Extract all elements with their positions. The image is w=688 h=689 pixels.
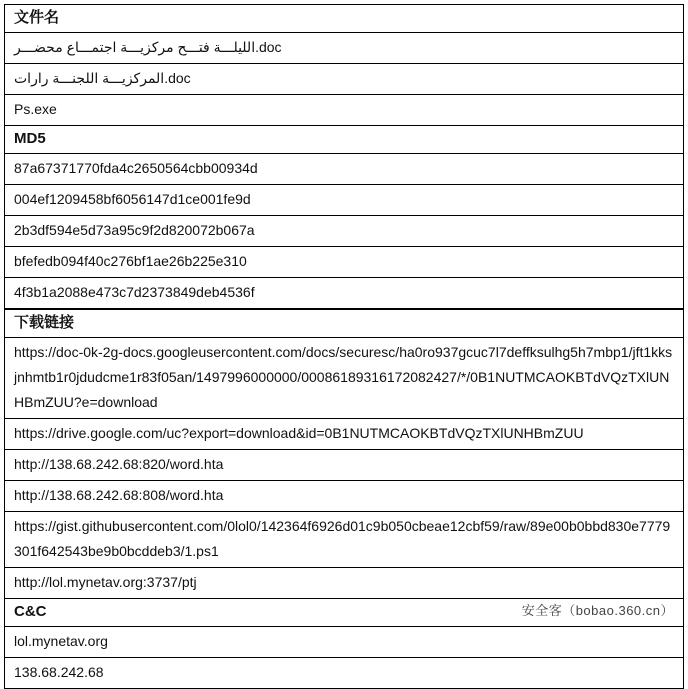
cnc-cell: lol.mynetav.org — [5, 627, 684, 658]
table-row — [5, 568, 684, 599]
section-header-md5: MD5 — [5, 126, 684, 154]
table-row — [5, 64, 684, 95]
cnc-cell: 138.68.242.68 — [5, 658, 684, 689]
table-row — [5, 216, 684, 247]
table-row — [5, 658, 684, 689]
md5-cell: 4f3b1a2088e473c7d2373849deb4536f — [5, 278, 684, 310]
ioc-table — [4, 4, 684, 689]
filename-cell: المرکزیـــة اللجنـــة رارات.doc — [5, 64, 684, 95]
table-row — [5, 154, 684, 185]
section-header-row — [5, 309, 684, 338]
watermark: 安全客（bobao.360.cn） — [521, 603, 674, 618]
table-row — [5, 627, 684, 658]
url-cell: https://gist.githubusercontent.com/0lol0/142364f6926d01c9b050cbeae12cbf59/raw/89e00b0bbd830e7779301f642543be9b0bcddeb3/1.ps1 — [5, 512, 684, 568]
section-header-row — [5, 5, 684, 33]
table-row — [5, 33, 684, 64]
table-row — [5, 185, 684, 216]
table-row — [5, 278, 684, 310]
filename-cell: اللیلـــة فتـــح مرکزیـــة اجتمـــاع محضـــر.doc — [5, 33, 684, 64]
md5-cell: 004ef1209458bf6056147d1ce001fe9d — [5, 185, 684, 216]
url-cell: https://doc-0k-2g-docs.googleusercontent.com/docs/securesc/ha0ro937gcuc7l7deffksulhg5h7mbp1/jft1kksjnhmtb1r0jdudcme1r83f05an/1497996000000/00086189316172082427/*/0B1NUTMCAOKBTdVQzTXlUNHBmZUU?e=download — [5, 338, 684, 419]
table-row — [5, 338, 684, 419]
md5-cell: bfefedb094f40c276bf1ae26b225e310 — [5, 247, 684, 278]
section-header-cnc: C&C — [5, 599, 684, 627]
table-row — [5, 481, 684, 512]
table-row — [5, 450, 684, 481]
filename-cell: Ps.exe — [5, 95, 684, 126]
table-row — [5, 419, 684, 450]
url-cell: http://lol.mynetav.org:3737/ptj — [5, 568, 684, 599]
section-header-filenames: 文件名 — [5, 5, 684, 33]
table-row — [5, 247, 684, 278]
md5-cell: 2b3df594e5d73a95c9f2d820072b067a — [5, 216, 684, 247]
table-row — [5, 95, 684, 126]
url-cell: http://138.68.242.68:820/word.hta — [5, 450, 684, 481]
section-header-download-links: 下载链接 — [5, 309, 684, 338]
section-header-row — [5, 126, 684, 154]
table-row — [5, 512, 684, 568]
md5-cell: 87a67371770fda4c2650564cbb00934d — [5, 154, 684, 185]
url-cell: http://138.68.242.68:808/word.hta — [5, 481, 684, 512]
url-cell: https://drive.google.com/uc?export=download&id=0B1NUTMCAOKBTdVQzTXlUNHBmZUU — [5, 419, 684, 450]
